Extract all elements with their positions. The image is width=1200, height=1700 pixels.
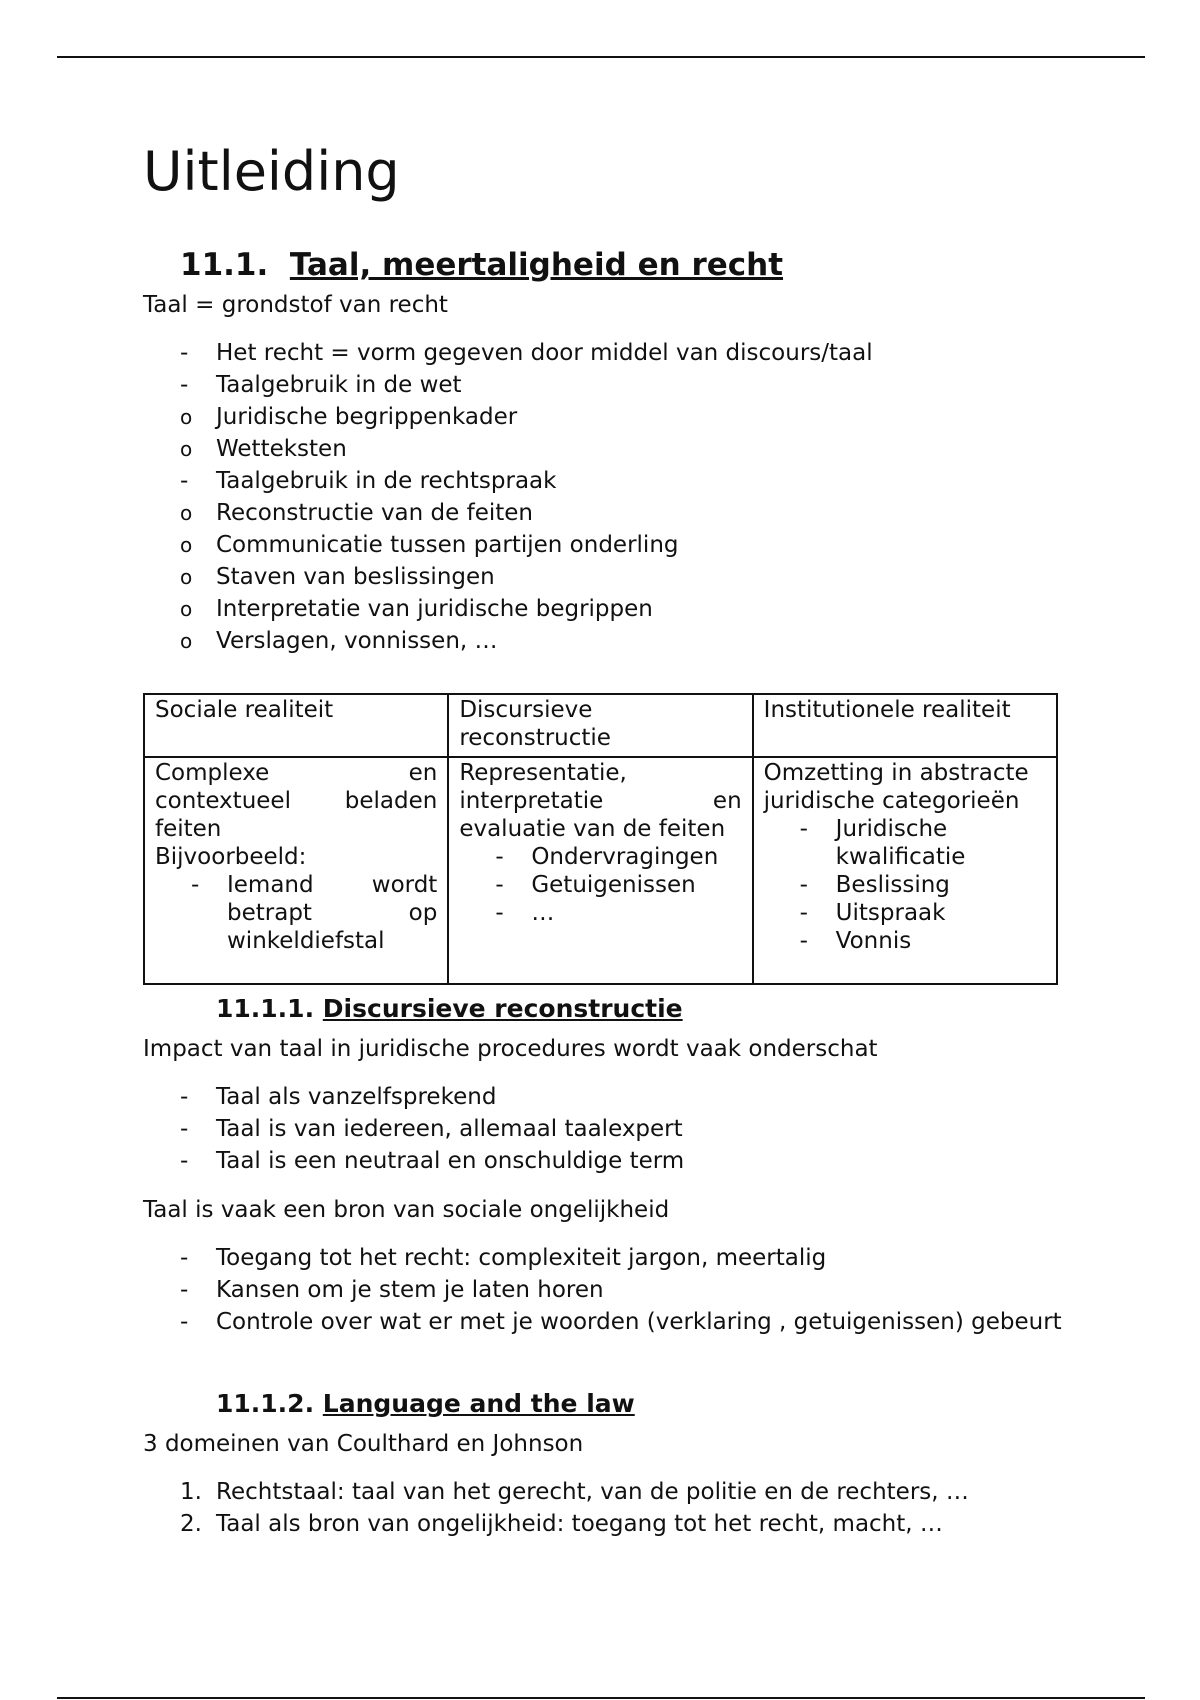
list-item: - Taal is een neutraal en onschuldige term: [180, 1148, 685, 1174]
list-item: - Controle over wat er met je woorden (verklaring , getuigenissen) gebeurt: [180, 1309, 1062, 1335]
list-item: - Taal is van iedereen, allemaal taalexpert: [180, 1116, 683, 1142]
sub-list-item: o Staven van beslissingen: [180, 564, 495, 590]
subsection-heading: 11.1.2. Language and the law: [216, 1389, 635, 1418]
section-number: 11.1.: [180, 247, 269, 283]
bottom-rule: [57, 1697, 1145, 1699]
table-list-item: - Iemand wordt betrapt op winkeldiefstal: [191, 872, 438, 954]
list-item: - Taal als vanzelfsprekend: [180, 1084, 497, 1110]
list-item: - Taalgebruik in de rechtspraak: [180, 468, 557, 494]
sub-list-item: o Verslagen, vonnissen, …: [180, 628, 498, 654]
table-list-item: - Beslissing: [799, 872, 950, 898]
table-list-item: - Getuigenissen: [495, 872, 696, 898]
subsection-heading: 11.1.1. Discursieve reconstructie: [216, 994, 683, 1023]
top-rule: [57, 56, 1145, 58]
bullet-list: [180, 1242, 1090, 1338]
sub-list-item: o Communicatie tussen partijen onderling: [180, 532, 679, 558]
list-item: - Taalgebruik in de wet: [180, 372, 462, 398]
table-header-cell: Institutionele realiteit: [753, 694, 1057, 757]
list-item: - Toegang tot het recht: complexiteit jargon, meertalig: [180, 1245, 827, 1271]
table-header-cell: Discursieve reconstructie: [448, 694, 752, 757]
sub-list-item: o Juridische begrippenkader: [180, 404, 518, 430]
page-title: Uitleiding: [143, 140, 400, 203]
bullet-list: [180, 1081, 684, 1177]
table-cell-discursive: Representatie, interpretatie en evaluatie van de feiten - Ondervragingen - Getuigenissen - …: [448, 757, 752, 984]
table-header-row: [144, 694, 1057, 757]
list-item: 2. Taal als bron van ongelijkheid: toegang tot het recht, macht, …: [180, 1511, 943, 1537]
table-list-item: - Uitspraak: [799, 900, 946, 926]
numbered-list: [180, 1476, 969, 1540]
list-item: - Kansen om je stem je laten horen: [180, 1277, 604, 1303]
table-cell-social: Complexe en contextueel beladen feiten Bijvoorbeeld: - Iemand wordt betrapt op winkeldiefstal: [144, 757, 448, 984]
table-list-item: - Juridische kwalificatie: [799, 816, 966, 870]
intro-text: Taal = grondstof van recht: [143, 292, 448, 318]
table-list-item: - …: [495, 900, 555, 926]
table-list-item: - Vonnis: [799, 928, 912, 954]
list-item: 1. Rechtstaal: taal van het gerecht, van de politie en de rechters, …: [180, 1479, 969, 1505]
paragraph: Taal is vaak een bron van sociale ongelijkheid: [143, 1197, 670, 1223]
table-list-item: - Ondervragingen: [495, 844, 719, 870]
section-heading: [180, 245, 783, 285]
table-cell-institutional: Omzetting in abstracte juridische categorieën - Juridische kwalificatie - Beslissing - Uitspraak - Vonnis: [753, 757, 1057, 984]
sub-list-item: o Interpretatie van juridische begrippen: [180, 596, 653, 622]
sub-list-item: o Reconstructie van de feiten: [180, 500, 533, 526]
sub-list-item: o Wetteksten: [180, 436, 347, 462]
main-list: [180, 337, 873, 657]
table-row: [144, 757, 1057, 984]
reality-table: [143, 693, 1058, 985]
paragraph: Impact van taal in juridische procedures wordt vaak onderschat: [143, 1036, 878, 1062]
sub-list: [180, 497, 873, 657]
list-item: - Het recht = vorm gegeven door middel van discours/taal: [180, 340, 873, 366]
section-title: Taal, meertaligheid en recht: [289, 247, 784, 283]
paragraph: 3 domeinen van Coulthard en Johnson: [143, 1431, 584, 1457]
table-header-cell: Sociale realiteit: [144, 694, 448, 757]
sub-list: [180, 401, 873, 465]
